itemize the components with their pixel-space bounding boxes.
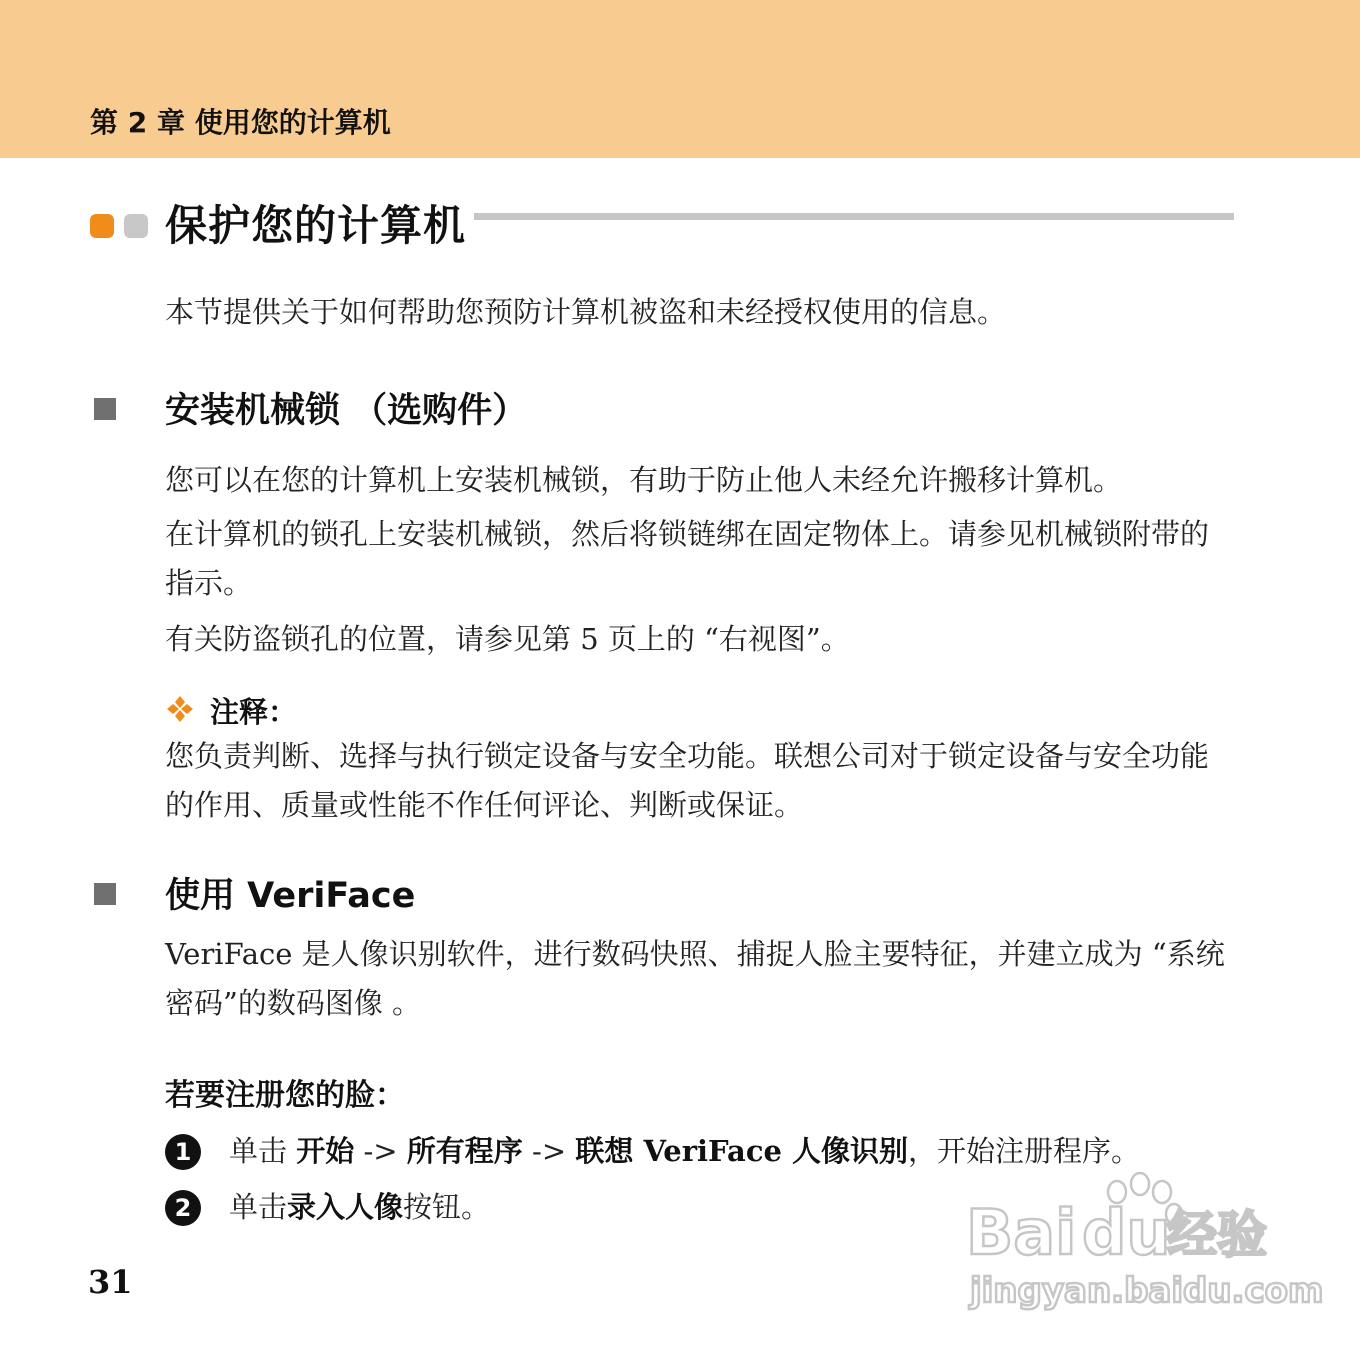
- veriface-subtitle: 使用 VeriFace: [165, 876, 416, 916]
- step-1-prefix: 单击: [229, 1134, 297, 1168]
- svg-text:经验: 经验: [1167, 1206, 1267, 1264]
- step-1-all-programs-label: 所有程序: [406, 1134, 523, 1168]
- steps-heading: 若要注册您的脸：: [165, 1078, 405, 1113]
- svg-text:du: du: [1082, 1196, 1171, 1269]
- svg-text:Bai: Bai: [966, 1196, 1077, 1269]
- step-1-text: [229, 1131, 1140, 1171]
- page-number: 31: [88, 1263, 133, 1301]
- svg-text:jingyan.baidu.com: jingyan.baidu.com: [970, 1271, 1324, 1311]
- square-bullet-icon: [94, 398, 116, 420]
- step-1-number-icon: 1: [165, 1134, 201, 1170]
- step-2-suffix: 按钮。: [403, 1190, 491, 1224]
- step-1-arrow: ->: [354, 1134, 407, 1168]
- step-2-number-icon: 2: [165, 1190, 201, 1226]
- chapter-title: 第 2 章 使用您的计算机: [90, 106, 391, 139]
- step-1-start-label: 开始: [296, 1134, 355, 1168]
- lock-paragraph-1: 您可以在您的计算机上安装机械锁，有助于防止他人未经允许搬移计算机。: [165, 463, 1123, 497]
- title-rule: [474, 213, 1234, 220]
- baidu-jingyan-watermark-logo: [962, 1170, 1324, 1320]
- diamond-note-icon: [165, 694, 195, 724]
- step-2-prefix: 单击: [229, 1190, 288, 1224]
- step-1-veriface-label: 联想 VeriFace 人像识别: [575, 1134, 909, 1168]
- step-2-button-label: 录入人像: [287, 1190, 404, 1224]
- lock-subtitle: 安装机械锁 （选购件）: [165, 391, 528, 431]
- lock-paragraph-3: 有关防盗锁孔的位置，请参见第 5 页上的 “右视图”。: [165, 622, 850, 656]
- gray-square-icon: [124, 214, 148, 238]
- section-title: 保护您的计算机: [165, 201, 467, 250]
- lock-paragraph-2: 在计算机的锁孔上安装机械锁，然后将锁链绑在固定物体上。请参见机械锁附带的指示。: [165, 517, 1210, 600]
- note-label: 注释：: [210, 695, 298, 729]
- step-2-text: [229, 1187, 490, 1227]
- veriface-description: VeriFace 是人像识别软件，进行数码快照、捕捉人脸主要特征，并建立成为 “系统密码”的数码图像 。: [165, 937, 1225, 1020]
- orange-square-icon: [90, 214, 114, 238]
- note-text: 您负责判断、选择与执行锁定设备与安全功能。联想公司对于锁定设备与安全功能的作用、质量或性能不作任何评论、判断或保证。: [165, 739, 1210, 822]
- square-bullet-icon: [94, 883, 116, 905]
- section-intro: 本节提供关于如何帮助您预防计算机被盗和未经授权使用的信息。: [165, 295, 1007, 329]
- step-1-arrow: ->: [522, 1134, 576, 1168]
- step-1-suffix: ，开始注册程序。: [908, 1134, 1141, 1168]
